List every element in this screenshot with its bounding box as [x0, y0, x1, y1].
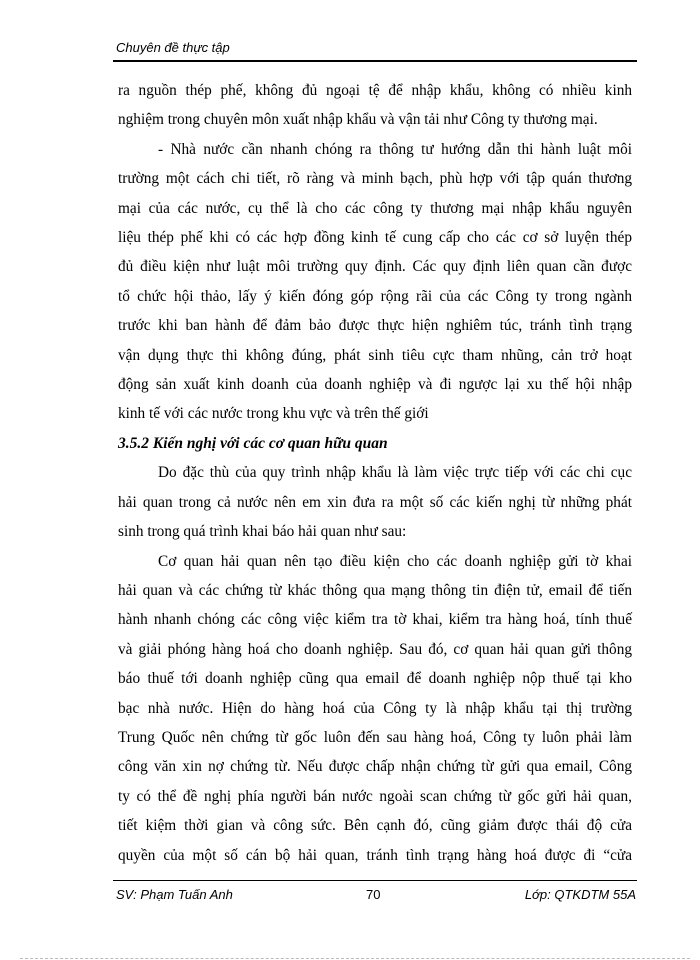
text-line: công văn xin nợ chứng từ. Nếu được chấp nhận chứng từ gửi qua email, Công: [118, 758, 632, 776]
page-number: 70: [366, 887, 381, 902]
section-heading: 3.5.2 Kiến nghị với các cơ quan hữu quan: [118, 434, 388, 452]
text-line: trường một cách chi tiết, rõ ràng và minh bạch, phù hợp với tập quán thương: [118, 170, 632, 188]
text-line: kinh tế với các nước trong khu vực và trên thế giới: [118, 405, 429, 423]
text-line: ra nguồn thép phế, không đủ ngoại tệ để nhập khẩu, không có nhiều kinh: [118, 82, 632, 99]
text-line: báo thuế tới doanh nghiệp cũng qua email để doanh nghiệp nộp thuế tại kho: [118, 670, 632, 688]
text-line: Cơ quan hải quan nên tạo điều kiện cho các doanh nghiệp gửi tờ khai: [158, 552, 632, 570]
footer-divider: [113, 880, 637, 881]
text-line: nghiệm trong chuyên môn xuất nhập khẩu và vận tải như Công ty thương mại.: [118, 111, 598, 129]
text-line: quyền của một số cán bộ hải quan, tránh tình trạng hàng hoá được đi “cửa: [118, 846, 632, 864]
text-line: tiết kiệm thời gian và công sức. Bên cạnh đó, cũng giảm được thái độ cửa: [118, 817, 632, 835]
text-line: và giải phóng hàng hoá cho doanh nghiệp. Sau đó, cơ quan hải quan gửi thông: [118, 640, 632, 658]
text-line: mại của các nước, cụ thể là cho các công ty thương mại nhập khẩu nguyên: [118, 199, 632, 217]
text-line: hải quan trong cả nước nên em xin đưa ra một số các kiến nghị từ những phát: [118, 493, 632, 511]
text-line: Trung Quốc nên chứng từ gốc luôn đến sau hàng hoá, Công ty luôn phải làm: [118, 728, 632, 746]
text-line: sinh trong quá trình khai báo hải quan như sau:: [118, 523, 407, 541]
text-line: liệu thép phế khi có các hợp đồng kinh tế cung cấp cho các cơ sở luyện thép: [118, 229, 632, 247]
footer-student-name: SV: Phạm Tuấn Anh: [116, 887, 233, 902]
text-line: động sản xuất kinh doanh của doanh nghiệp và đi ngược lại xu thế hội nhập: [118, 376, 632, 394]
text-line: bạc nhà nước. Hiện do hàng hoá của Công ty là nhập khẩu tại thị trường: [118, 699, 632, 717]
page-break-line: [20, 958, 690, 959]
text-line: tổ chức hội thảo, lấy ý kiến đóng góp rộng rãi của các Công ty trong ngành: [118, 287, 632, 305]
header-divider: [113, 60, 637, 62]
text-line: đủ điều kiện như luật môi trường quy định. Các quy định liên quan cần được: [118, 258, 632, 276]
text-line: Do đặc thù của quy trình nhập khẩu là làm việc trực tiếp với các chi cục: [158, 464, 632, 482]
page-header-title: Chuyên đề thực tập: [116, 40, 230, 55]
text-line: trước khi ban hành để đảm bảo được thực hiện nghiêm túc, tránh tình trạng: [118, 317, 632, 335]
text-line: - Nhà nước cần nhanh chóng ra thông tư hướng dẫn thi hành luật môi: [158, 140, 632, 158]
text-line: ty có thể đề nghị phía người bán nước ngoài scan chứng từ gốc gửi hải quan,: [118, 787, 632, 805]
text-line: vận dụng thực thi không đúng, phát sinh tiêu cực tham nhũng, cản trở hoạt: [118, 346, 632, 364]
text-line: hành nhanh chóng các công việc kiểm tra tờ khai, kiểm tra hàng hoá, tính thuế: [118, 611, 632, 629]
footer-class-label: Lớp: QTKDTM 55A: [524, 887, 636, 902]
document-body: [118, 76, 632, 870]
text-line: hải quan và các chứng từ khác thông qua mạng thông tin điện tử, email để tiến: [118, 581, 632, 599]
